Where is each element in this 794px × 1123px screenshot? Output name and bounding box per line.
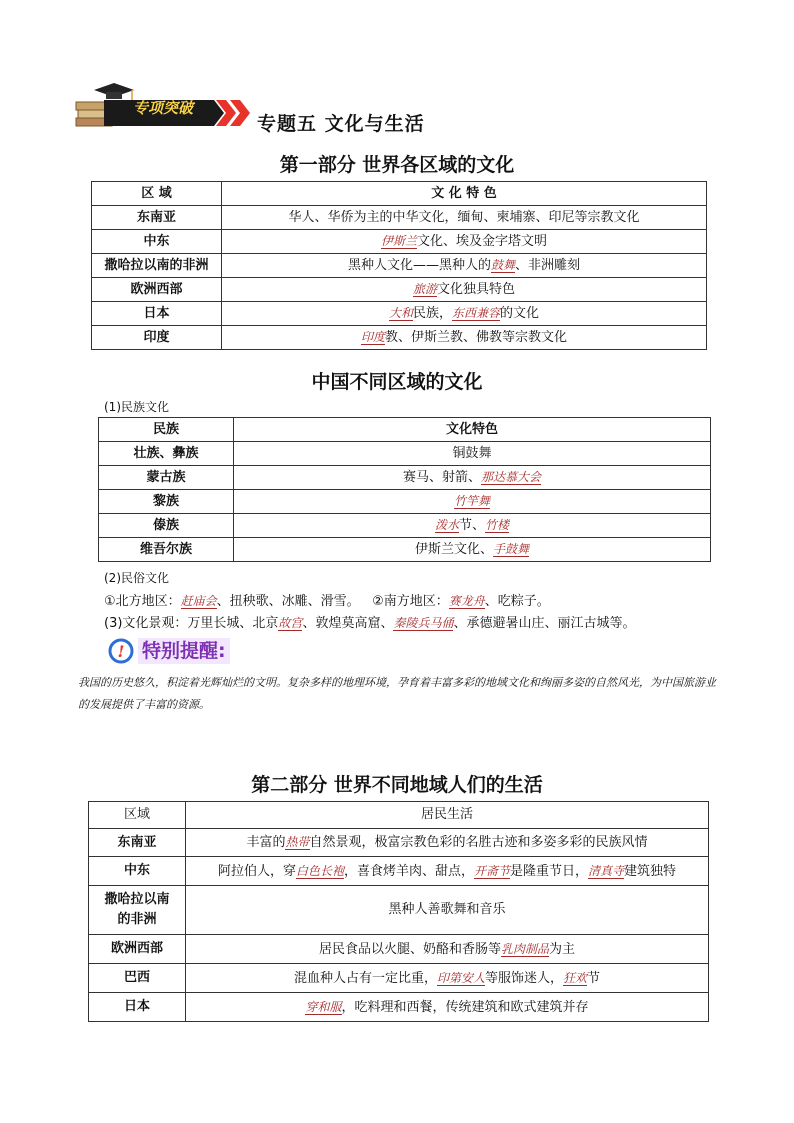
- china-title: 中国不同区域的文化: [311, 371, 483, 393]
- folk-south-highlight: 赛龙舟: [448, 594, 485, 608]
- region-cell: 日本: [89, 993, 186, 1022]
- svg-text:!: !: [117, 642, 125, 661]
- feature-highlight: 印度: [360, 330, 385, 344]
- feature-highlight: 鼓舞: [490, 258, 515, 272]
- feature-cell: [234, 466, 711, 490]
- feature-cell: [222, 326, 707, 350]
- folk-north-pre: ①北方地区：: [104, 594, 181, 609]
- table-row: [89, 964, 709, 993]
- feature-text: 、非洲雕刻: [515, 258, 581, 273]
- landscape-highlight-1: 故宫: [278, 616, 303, 630]
- folk-south-post: 、吃粽子。: [484, 594, 550, 609]
- feature-cell: [222, 230, 707, 254]
- landscape-highlight-2: 秦陵兵马俑: [393, 616, 454, 630]
- life-cell: [186, 935, 709, 964]
- life-cell: [186, 886, 709, 935]
- life-text: 丰富的: [246, 835, 286, 850]
- feature-cell: [222, 278, 707, 302]
- table-row: [89, 935, 709, 964]
- table-row: [99, 442, 711, 466]
- region-cell: 日本: [92, 302, 222, 326]
- folk-label: (2)民俗文化: [104, 571, 169, 585]
- ethnic-label: (1)民族文化: [104, 400, 169, 414]
- life-highlight: 穿和服: [305, 999, 342, 1014]
- table-row: [92, 254, 707, 278]
- feature-text: 文化独具特色: [437, 282, 516, 297]
- feature-cell: [234, 442, 711, 466]
- table-row: [99, 538, 711, 562]
- table-row: [89, 829, 709, 857]
- group-cell: 维吾尔族: [99, 538, 234, 562]
- col-life: 居民生活: [186, 802, 709, 829]
- table-row: [92, 326, 707, 350]
- landscape-line: [104, 612, 635, 631]
- col-group: 民族: [99, 418, 234, 442]
- landscape-post: 、承德避暑山庄、丽江古城等。: [453, 616, 636, 631]
- feature-highlight: 泼水: [434, 518, 459, 532]
- reminder-label: 特别提醒:: [138, 638, 230, 664]
- region-cell: 东南亚: [89, 829, 186, 857]
- part1-title: 第一部分 世界各区域的文化: [279, 154, 515, 176]
- life-cell: [186, 993, 709, 1022]
- life-highlight: 开斋节: [473, 863, 510, 878]
- col-feature: 文 化 特 色: [222, 182, 707, 206]
- col-feature: 文化特色: [234, 418, 711, 442]
- feature-cell: [234, 538, 711, 562]
- topic-title: 专题五 文化与生活: [257, 113, 425, 135]
- world-life-table: [88, 801, 709, 1022]
- life-text: ，吃料理和西餐，传统建筑和欧式建筑并存: [341, 999, 589, 1015]
- reminder-box: [108, 638, 248, 666]
- folk-north-highlight: 赶庙会: [180, 594, 217, 608]
- folk-south-pre: ②南方地区：: [372, 594, 449, 609]
- life-cell: [186, 829, 709, 857]
- feature-highlight: 那达慕大会: [481, 470, 542, 484]
- feature-cell: [234, 514, 711, 538]
- table-row: [92, 206, 707, 230]
- feature-text: 节、: [458, 518, 485, 533]
- table-header-row: [89, 802, 709, 829]
- region-cell: 撒哈拉以南的非洲: [89, 886, 186, 935]
- table-row: [99, 514, 711, 538]
- feature-cell: [234, 490, 711, 514]
- feature-text: 文化、埃及金字塔文明: [417, 234, 548, 249]
- landscape-mid: 、敦煌莫高窟、: [302, 616, 394, 631]
- table-header-row: [92, 182, 707, 206]
- life-text: 是隆重节日，: [510, 863, 589, 879]
- life-highlight: 白色长袍: [295, 863, 344, 878]
- table-row: [99, 466, 711, 490]
- table-row: [99, 490, 711, 514]
- life-text: ，喜食烤羊肉、甜点，: [343, 863, 474, 879]
- folk-line: [104, 590, 550, 609]
- life-cell: [186, 857, 709, 886]
- life-text: 黑种人善歌舞和音乐: [388, 902, 506, 917]
- ethnic-culture-table: [98, 417, 711, 562]
- group-cell: 壮族、彝族: [99, 442, 234, 466]
- reminder-text: 我国的历史悠久，积淀着光辉灿烂的文明。复杂多样的地理环境，孕育着丰富多彩的地域文化和绚丽多姿的自然风光，为中国旅游业的发展提供了丰富的资源。: [78, 676, 716, 711]
- region-cell: 巴西: [89, 964, 186, 993]
- table-row: [92, 230, 707, 254]
- life-highlight: 热带: [285, 835, 310, 849]
- feature-highlight: 东西兼容: [452, 306, 501, 320]
- feature-text: 华人、华侨为主的中华文化，缅甸、柬埔寨、印尼等宗教文化: [288, 209, 640, 225]
- feature-text: 赛马、射箭、: [402, 470, 481, 485]
- region-cell: 欧洲西部: [92, 278, 222, 302]
- group-cell: 傣族: [99, 514, 234, 538]
- life-text: 等服饰迷人，: [484, 970, 563, 986]
- life-cell: [186, 964, 709, 993]
- life-text: 阿拉伯人，穿: [217, 863, 296, 879]
- life-highlight: 清真寺: [588, 863, 625, 878]
- table-header-row: [99, 418, 711, 442]
- region-cell: 中东: [89, 857, 186, 886]
- feature-text: 伊斯兰文化、: [414, 542, 493, 557]
- life-text: 节: [587, 970, 601, 986]
- feature-cell: [222, 206, 707, 230]
- group-cell: 黎族: [99, 490, 234, 514]
- feature-highlight: 竹楼: [485, 518, 510, 532]
- feature-text: 教、伊斯兰教、佛教等宗教文化: [385, 330, 568, 345]
- table-row: [92, 302, 707, 326]
- feature-text: 的文化: [500, 306, 540, 321]
- table-row: [89, 993, 709, 1022]
- region-cell: 撒哈拉以南的非洲: [92, 254, 222, 278]
- region-cell: 欧洲西部: [89, 935, 186, 964]
- table-row: [89, 857, 709, 886]
- col-region: 区域: [89, 802, 186, 829]
- life-highlight: 乳肉制品: [500, 941, 549, 956]
- feature-text: 黑种人文化——黑种人的: [347, 258, 491, 273]
- table-row: [89, 886, 709, 935]
- col-region: 区 域: [92, 182, 222, 206]
- badge-label: 专项突破: [132, 99, 193, 117]
- feature-cell: [222, 302, 707, 326]
- feature-highlight: 大和: [388, 306, 413, 320]
- group-cell: 蒙古族: [99, 466, 234, 490]
- life-highlight: 印第安人: [436, 970, 485, 985]
- feature-highlight: 伊斯兰: [380, 234, 417, 248]
- part2-title: 第二部分 世界不同地域人们的生活: [251, 774, 543, 796]
- region-cell: 东南亚: [92, 206, 222, 230]
- life-text: 为主: [549, 941, 576, 957]
- world-culture-table: [91, 181, 707, 350]
- life-text: 建筑独特: [624, 863, 677, 879]
- region-cell: 印度: [92, 326, 222, 350]
- life-text: 混血种人占有一定比重，: [293, 970, 437, 986]
- feature-highlight: 旅游: [412, 282, 437, 296]
- life-text: 居民食品以火腿、奶酪和香肠等: [318, 941, 501, 957]
- feature-cell: [222, 254, 707, 278]
- life-highlight: 狂欢: [563, 970, 588, 985]
- feature-text: 铜鼓舞: [452, 445, 492, 461]
- region-cell: 中东: [92, 230, 222, 254]
- alert-icon: [108, 638, 134, 664]
- table-row: [92, 278, 707, 302]
- life-text: 自然景观，极富宗教色彩的名胜古迹和多姿多彩的民族风情: [309, 835, 648, 850]
- feature-highlight: 手鼓舞: [493, 542, 530, 556]
- landscape-pre: (3)文化景观：万里长城、北京: [104, 616, 279, 631]
- folk-north-post: 、扭秧歌、冰雕、滑雪。: [216, 594, 360, 609]
- feature-highlight: 竹竿舞: [453, 494, 490, 508]
- feature-text: 民族，: [412, 306, 452, 321]
